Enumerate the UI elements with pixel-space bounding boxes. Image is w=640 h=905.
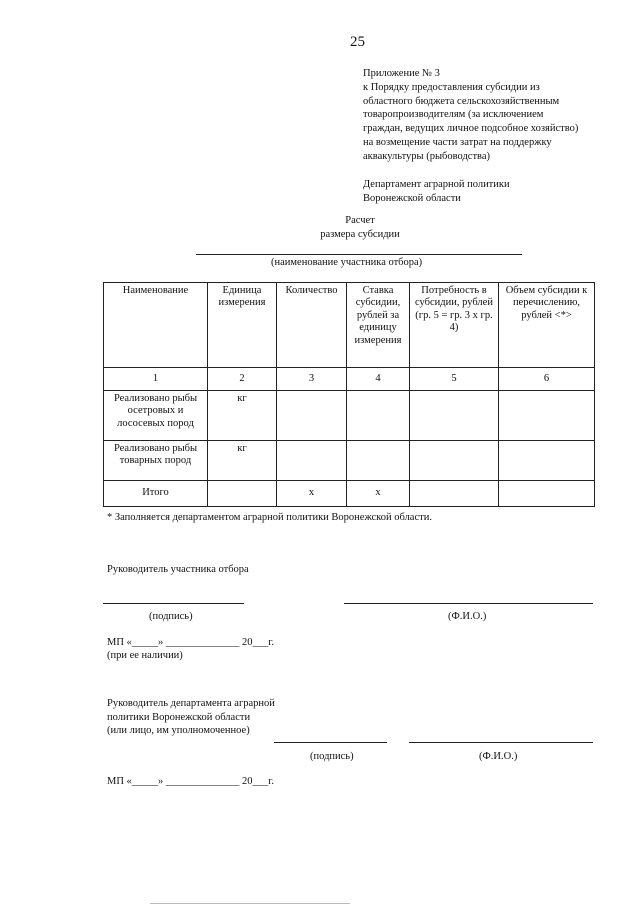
table-row — [104, 441, 595, 481]
appendix-line: на возмещение части затрат на поддержку — [363, 136, 552, 148]
participant-signature-line — [103, 603, 244, 604]
appendix-line: товаропроизводителям (за исключением — [363, 109, 544, 121]
document-title — [0, 214, 640, 241]
table-cell: х — [277, 481, 347, 507]
table-header-cell: Единица измерения — [208, 283, 277, 368]
appendix-line: граждан, ведущих личное подсобное хозяйство) — [363, 123, 579, 135]
column-number-cell: 1 — [104, 368, 208, 391]
table-row — [104, 391, 595, 441]
table-header-cell: Потребность в субсидии, рублей (гр. 5 = гр. 3 х гр. 4) — [410, 283, 499, 368]
participant-stamp-note: (при ее наличии) — [107, 650, 183, 661]
department-head-label — [107, 697, 275, 738]
table-cell — [499, 391, 595, 441]
table-cell: кг — [208, 441, 277, 481]
department-stamp-line: МП «_____» ______________ 20___г. — [107, 776, 275, 787]
page-number: 25 — [350, 34, 365, 50]
table-header-row — [104, 283, 595, 368]
column-number-cell: 3 — [277, 368, 347, 391]
table-header-cell: Объем субсидии к перечислению, рублей <*> — [499, 283, 595, 368]
table-cell — [277, 391, 347, 441]
subsidy-calculation-table — [103, 282, 595, 507]
participant-name-caption: (наименование участника отбора) — [271, 257, 423, 268]
department-head-line: (или лицо, им уполномоченное) — [107, 725, 250, 737]
table-cell — [277, 441, 347, 481]
title-line: Расчет — [345, 215, 375, 226]
table-cell — [347, 441, 410, 481]
participant-name-line — [196, 254, 522, 255]
department-addressee — [363, 178, 510, 206]
table-cell — [410, 391, 499, 441]
appendix-line: областного бюджета сельскохозяйственным — [363, 95, 560, 107]
table-total-row — [104, 481, 595, 507]
appendix-line: к Порядку предоставления субсидии из — [363, 81, 540, 93]
table-footnote: * Заполняется департаментом аграрной политики Воронежской области. — [107, 512, 432, 523]
participant-stamp-line: МП «_____» ______________ 20___г. — [107, 637, 275, 648]
table-cell: кг — [208, 391, 277, 441]
department-head-line: политики Воронежской области — [107, 711, 251, 723]
appendix-header — [363, 67, 578, 164]
table-cell — [410, 481, 499, 507]
table-header-cell: Количество — [277, 283, 347, 368]
department-fullname-caption: (Ф.И.О.) — [479, 751, 518, 762]
participant-head-label: Руководитель участника отбора — [107, 564, 249, 575]
table-header-cell: Наименование — [104, 283, 208, 368]
column-number-row — [104, 368, 595, 391]
table-cell: Итого — [104, 481, 208, 507]
table-cell: Реализовано рыбы товарных пород — [104, 441, 208, 481]
table-cell — [347, 391, 410, 441]
department-signature-caption: (подпись) — [310, 751, 354, 762]
department-head-line: Руководитель департамента аграрной — [107, 698, 275, 709]
table-cell — [410, 441, 499, 481]
table-cell — [499, 441, 595, 481]
title-line: размера субсидии — [320, 228, 400, 240]
column-number-cell: 6 — [499, 368, 595, 391]
column-number-cell: 2 — [208, 368, 277, 391]
scan-edge-line — [150, 903, 350, 904]
column-number-cell: 4 — [347, 368, 410, 391]
participant-fullname-line — [344, 603, 593, 604]
participant-fullname-caption: (Ф.И.О.) — [448, 611, 487, 622]
table-cell — [499, 481, 595, 507]
department-fullname-line — [409, 742, 593, 743]
appendix-line: аквакультуры (рыбоводства) — [363, 150, 491, 162]
department-signature-line — [274, 742, 387, 743]
table-header-cell: Ставка субсидии, рублей за единицу измерения — [347, 283, 410, 368]
department-line: Департамент аграрной политики — [363, 179, 510, 190]
table-cell — [208, 481, 277, 507]
table-cell: Реализовано рыбы осетровых и лососевых пород — [104, 391, 208, 441]
column-number-cell: 5 — [410, 368, 499, 391]
appendix-line: Приложение № 3 — [363, 68, 440, 79]
table-cell: х — [347, 481, 410, 507]
participant-signature-caption: (подпись) — [149, 611, 193, 622]
department-line: Воронежской области — [363, 192, 461, 204]
